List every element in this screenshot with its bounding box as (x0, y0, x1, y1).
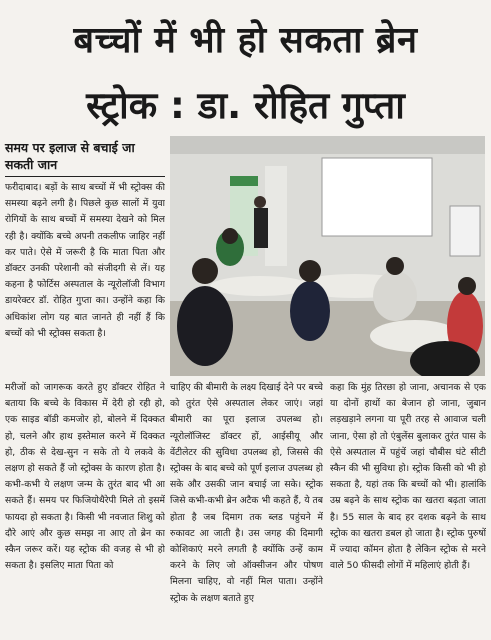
headline-line-2: स्ट्रोक : डा. रोहित गुप्ता (86, 84, 405, 127)
article-column-treatment: चाहिए की बीमारी के लक्ष्य दिखाई देने पर बच्चे को तुरंत ऐसे अस्पताल लेकर जाएं। जहां बीमारी का पूरा इलाज उपलब्ध हो। न्यूरोलॉजिस्ट डॉक्टर हों, आईसीयू और वेंटीलेटर की सुविधा उपलब्ध हो, जिससे की स्ट्रोक्स के बाद बच्चे को पूर्ण इलाज उपलब्ध हो सके और उसकी जान बचाई जा सके। स्ट्रोक जिसे कभी-कभी ब्रेन अटैक भी कहते हैं, ये तब होता है जब दिमाग तक ब्लड पहुंचने में रुकावट आ जाती है। उस जगह की दिमागी कोशिकाएं मरने लगती है क्योंकि उन्हें काम करने के लिए जो ऑक्सीजन और पोषण मिलना चाहिए, वो नहीं मिल पाता। उन्होंने स्ट्रोक के लक्षण बताते हुए (170, 382, 323, 604)
article-column-intro: फरीदाबाद। बड़ों के साथ बच्चों में भी स्ट्रोक्स की समस्या बढ़ने लगी है। पिछले कुछ सालों में युवा रोगियों के साथ बच्चों में समस्या देखने को मिल रही है। क्योंकि बच्चे अपनी तकलीफ जाहिर नहीं कर पाते। ऐसे में जरूरी है कि माता पिता और डॉक्टर उनकी परेशानी को संजीदगी से लें। यह कहना है फोर्टिस अस्पताल के न्यूरोलॉजी विभाग डायरेक्टर डॉ. रोहित गुप्ता का। उन्होंने कहा कि अधिकांश लोग यह बात जानते ही नहीं हैं कि बच्चों को भी स्ट्रोक्स सकता है। (5, 182, 165, 339)
article-column-symptoms: मरीजों को जागरूक करते हुए डॉक्टर रोहित ने बताया कि बच्चे के विकास में देरी हो रही हो, एक साइड बॉडी कमजोर हो, बोलने में दिक्कत हो, चलने और हाथ इस्तेमाल करने में दिक्कत हो, ठीक से देख-सुन न सके तो ये लकवे के लक्षण हो सकते हैं जो स्ट्रोक्स के कारण होता है। कभी-कभी ये लक्षण जन्म के तुरंत बाद भी आ सकते हैं। समय पर फिजियोथैरेपी मिले तो इसमें फायदा हो सकता है। किसी भी नवजात शिशु को दौरे आएं और कुछ समझ ना आए तो ब्रेन का स्कैन जरूर करें। यह स्ट्रोक की वजह से भी हो सकता है। इसलिए माता पिता को (5, 382, 165, 572)
headline-line-1: बच्चों में भी हो सकता ब्रेन (73, 20, 418, 61)
article-column-risk: कहा कि मुंह तिरछा हो जाना, अचानक से एक या दोनों हाथों का बेजान हो जाना, जुबान लड़खड़ाने लगना या पूरी तरह से आवाज चली जाना, ऐसा हो तो एंबुलेंस बुलाकर तुरंत पास के ऐसे अस्पताल में पहुंचें जहां चौबीस घंटे सीटी स्कैन की भी सुविधा हो। स्ट्रोक किसी को भी हो सकता है, यहां तक कि बच्चों को भी। हालांकि उम्र बढ़ने के साथ स्ट्रोक का खतरा बढ़ता जाता है। 55 साल के बाद हर दशक बढ़ने के साथ स्ट्रोक का खतरा डबल हो जाता है। स्ट्रोक पुरुषों में ज्यादा कॉमन होता है लेकिन स्ट्रोक से मरने वाले 50 फीसदी लोगों में महिलाएं होती हैं। (330, 382, 486, 572)
subheadline: समय पर इलाज से बचाई जा सकती जान (5, 140, 135, 172)
subhead-divider (5, 176, 165, 177)
news-photo-seminar (170, 136, 485, 376)
seminar-scene-illustration (170, 136, 485, 376)
